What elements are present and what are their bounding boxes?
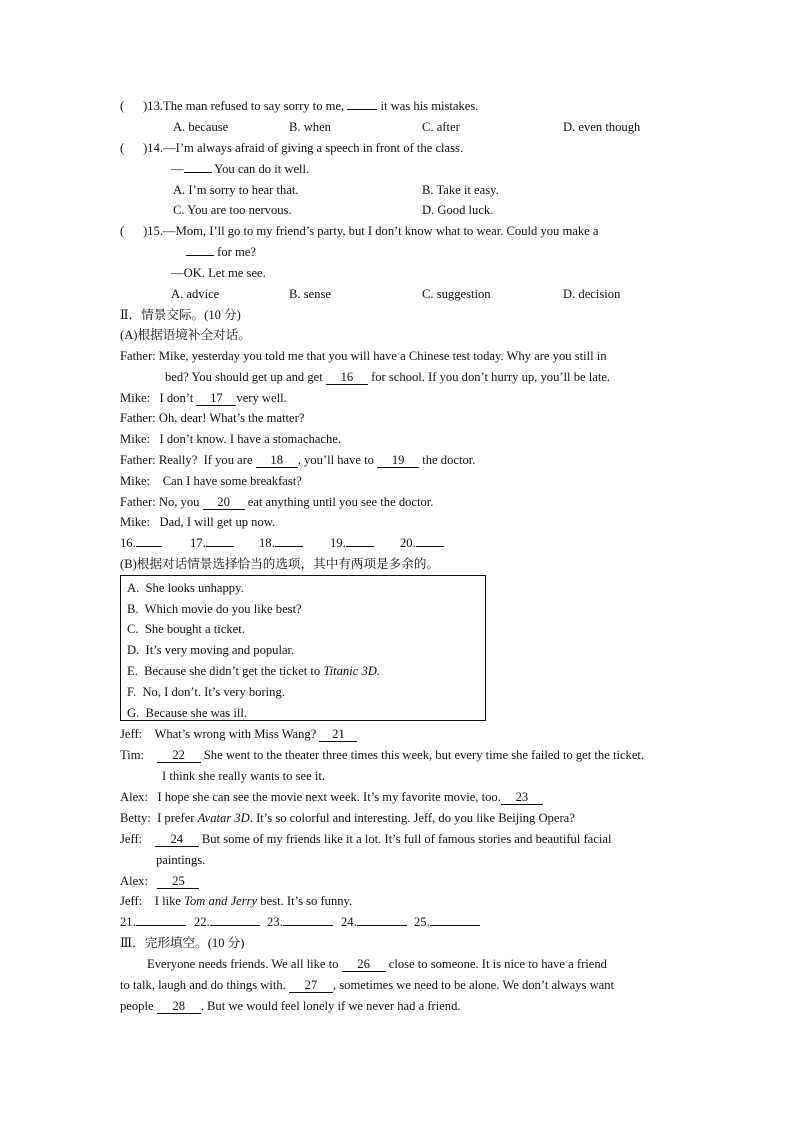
passage-line: to talk, laugh and do things with. 27 , sometimes we need to be alone. We don’t always want <box>120 978 615 992</box>
option-b: B. Which movie do you like best? <box>127 602 302 616</box>
passage-line: people 28 . But we would feel lonely if we never had a friend. <box>120 999 461 1013</box>
option-a: A. because <box>173 120 229 134</box>
dialog-line: Mike: I don’t know. I have a stomachache. <box>120 432 342 446</box>
option-e: E. Because she didn’t get the ticket to Titanic 3D. <box>127 664 381 678</box>
blank-19: 19 <box>377 453 419 468</box>
blank-17: 17 <box>196 391 236 406</box>
question-15-reply: —OK. Let me see. <box>171 266 266 280</box>
question-15-cont: for me? <box>186 244 256 260</box>
blank-28: 28 <box>157 999 201 1014</box>
blank-18: 18 <box>256 453 298 468</box>
answer-17: 17. <box>190 535 234 551</box>
option-d: D. decision <box>563 287 621 301</box>
dialog-line: Father: Really? If you are 18 , you’ll have to 19 the doctor. <box>120 453 476 467</box>
dialog-line: Mike: Can I have some breakfast? <box>120 474 302 488</box>
dialog-line: Father: Mike, yesterday you told me that you will have a Chinese test today. Why are you still in <box>120 349 607 363</box>
question-14-reply: — You can do it well. <box>171 162 310 176</box>
option-a: A. She looks unhappy. <box>127 581 244 595</box>
blank-20: 20 <box>203 495 245 510</box>
answer-18: 18. <box>259 535 303 551</box>
answer-20: 20. <box>400 535 444 551</box>
option-d: D. Good luck. <box>422 203 494 217</box>
option-b: B. when <box>289 120 331 134</box>
option-g: G. Because she was ill. <box>127 706 247 720</box>
dialog-line: I think she really wants to see it. <box>162 769 325 783</box>
dialog-line: Jeff: What’s wrong with Miss Wang? 21 <box>120 726 357 742</box>
answer-blank <box>184 172 212 173</box>
option-f: F. No, I don’t. It’s very boring. <box>127 685 285 699</box>
dialog-line: Jeff: 24 But some of my friends like it a lot. It’s full of famous stories and beautiful facial <box>120 832 612 846</box>
question-15: ( )15.—Mom, I’ll go to my friend’s party, but I don’t know what to wear. Could you make a <box>120 224 599 238</box>
answer-24: 24. <box>341 914 407 930</box>
blank-16: 16 <box>326 370 368 385</box>
question-14: ( )14.—I’m always afraid of giving a speech in front of the class. <box>120 141 464 155</box>
option-a: A. advice <box>171 287 220 301</box>
dialog-line: Alex: 25 <box>120 873 199 889</box>
blank-26: 26 <box>342 957 386 972</box>
section-3-title: Ⅲ．完形填空。(10 分) <box>120 936 245 950</box>
answer-23: 23. <box>267 914 333 930</box>
blank-24: 24 <box>155 832 199 847</box>
answer-21: 21. <box>120 914 186 930</box>
answer-blank <box>186 255 214 256</box>
question-13: ( )13.The man refused to say sorry to me, it was his mistakes. <box>120 99 479 113</box>
answer-22: 22. <box>194 914 260 930</box>
part-b-instruction: (B)根据对话情景选择恰当的选项，其中有两项是多余的。 <box>120 557 440 571</box>
part-a-instruction: (A)根据语境补全对话。 <box>120 328 251 342</box>
blank-27: 27 <box>289 978 333 993</box>
option-c: C. She bought a ticket. <box>127 622 245 636</box>
dialog-line: Mike: Dad, I will get up now. <box>120 515 276 529</box>
dialog-line: Mike: I don’t 17 very well. <box>120 391 287 405</box>
option-a: A. I’m sorry to hear that. <box>173 183 299 197</box>
dialog-line: Alex: I hope she can see the movie next week. It’s my favorite movie, too. 23 <box>120 789 543 805</box>
answer-blank <box>347 109 377 110</box>
blank-25: 25 <box>157 874 199 889</box>
blank-21: 21 <box>319 727 357 742</box>
option-b: B. Take it easy. <box>422 183 499 197</box>
blank-23: 23 <box>501 790 543 805</box>
blank-22: 22 <box>157 748 201 763</box>
answer-25: 25. <box>414 914 480 930</box>
option-c: C. after <box>422 120 460 134</box>
options-box <box>120 575 486 721</box>
option-b: B. sense <box>289 287 331 301</box>
dialog-line: bed? You should get up and get 16 for school. If you don’t hurry up, you’ll be late. <box>165 370 611 384</box>
dialog-line: Betty: I prefer Avatar 3D. It’s so colorful and interesting. Jeff, do you like Beijing Opera? <box>120 811 575 825</box>
dialog-line: Jeff: I like Tom and Jerry best. It’s so funny. <box>120 894 353 908</box>
option-c: C. suggestion <box>422 287 491 301</box>
dialog-line: Tim: 22 She went to the theater three times this week, but every time she failed to get the ticket. <box>120 748 645 762</box>
dialog-line: paintings. <box>156 853 206 867</box>
answer-19: 19. <box>330 535 374 551</box>
option-d: D. It’s very moving and popular. <box>127 643 295 657</box>
option-d: D. even though <box>563 120 641 134</box>
dialog-line: Father: Oh, dear! What’s the matter? <box>120 411 305 425</box>
dialog-line: Father: No, you 20 eat anything until you see the doctor. <box>120 495 434 509</box>
passage-line: Everyone needs friends. We all like to 26 close to someone. It is nice to have a friend <box>147 957 607 971</box>
option-c: C. You are too nervous. <box>173 203 292 217</box>
section-2-title: Ⅱ．情景交际。(10 分) <box>120 308 241 322</box>
answer-16: 16. <box>120 535 162 551</box>
